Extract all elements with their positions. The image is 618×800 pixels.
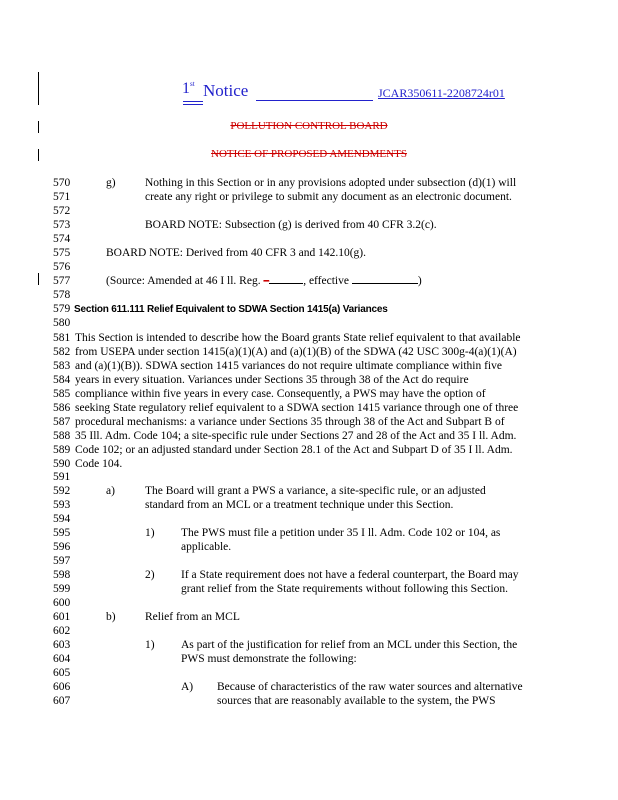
line-number: 606 [53, 681, 71, 693]
revision-bar [38, 273, 39, 285]
line-number: 580 [53, 317, 71, 329]
revision-bar [38, 72, 39, 105]
body-text: standard from an MCL or a treatment technique under this Section. [145, 499, 454, 511]
body-text: The Board will grant a PWS a variance, a site-specific rule, or an adjusted [145, 485, 486, 497]
body-text: grant relief from the State requirements without following this Section. [181, 583, 509, 595]
line-number: 601 [53, 611, 71, 623]
body-text: applicable. [181, 541, 232, 553]
line-number: 595 [53, 527, 71, 539]
item-label: 1) [145, 639, 155, 651]
notice-title: NOTICE OF PROPOSED AMENDMENTS [211, 148, 407, 160]
line-number: 603 [53, 639, 71, 651]
board-note: BOARD NOTE: Subsection (g) is derived from 40 CFR 3.2(c). [145, 219, 437, 231]
line-number: 600 [53, 597, 71, 609]
item-label: 1) [145, 527, 155, 539]
line-number: 571 [53, 191, 71, 203]
body-text: Nothing in this Section or in any provisions adopted under subsection (d)(1) will [145, 177, 517, 189]
board-title: POLLUTION CONTROL BOARD [230, 120, 388, 132]
paragraph-line-numbers: 581 582 583 584 585 586 587 588 589 590 [53, 332, 71, 470]
section-heading: Section 611.111 Relief Equivalent to SDWA Section 1415(a) Variances [74, 304, 388, 315]
line-number: 596 [53, 541, 71, 553]
line-number: 574 [53, 233, 71, 245]
subsection-label: a) [106, 485, 115, 497]
line-number: 594 [53, 513, 71, 525]
line-number: 578 [53, 289, 71, 301]
body-text: Because of characteristics of the raw water sources and alternative [217, 681, 523, 693]
line-number: 599 [53, 583, 71, 595]
body-text: PWS must demonstrate the following: [181, 653, 357, 665]
line-number: 576 [53, 261, 71, 273]
line-number: 602 [53, 625, 71, 637]
body-text: As part of the justification for relief from an MCL under this Section, the [181, 639, 518, 651]
body-text: The PWS must file a petition under 35 I ll. Adm. Code 102 or 104, as [181, 527, 501, 539]
line-number: 572 [53, 205, 71, 217]
line-number: 598 [53, 569, 71, 581]
line-number: 575 [53, 247, 71, 259]
source-note: (Source: Amended at 46 I ll. Reg. – , effective ) [106, 275, 422, 287]
board-note: BOARD NOTE: Derived from 40 CFR 3 and 142.10(g). [106, 247, 367, 259]
document-id: JCAR350611-2208724r01 [378, 86, 505, 100]
item-label: 2) [145, 569, 155, 581]
body-text: sources that are reasonably available to the system, the PWS [217, 695, 496, 707]
line-number: 592 [53, 485, 71, 497]
line-number: 573 [53, 219, 71, 231]
body-text: If a State requirement does not have a federal counterpart, the Board may [181, 569, 519, 581]
line-number: 597 [53, 555, 71, 567]
line-number: 579 [53, 303, 71, 315]
line-number: 604 [53, 653, 71, 665]
line-number: 607 [53, 695, 71, 707]
subsection-label: b) [106, 611, 116, 623]
notice-number: 1st [182, 80, 195, 97]
item-label: A) [181, 681, 194, 693]
line-number: 593 [53, 499, 71, 511]
subsection-label: g) [106, 177, 116, 189]
body-text: Relief from an MCL [145, 611, 240, 623]
notice-label: Notice [203, 81, 249, 100]
header-underline [256, 100, 373, 101]
line-number: 577 [53, 275, 71, 287]
line-number: 605 [53, 667, 71, 679]
line-number: 591 [53, 471, 71, 483]
intro-paragraph: This Section is intended to describe how the Board grants State relief equivalent to that available from USEPA under section 1415(a)(1)(A) and (a)(1)(B) of the SDWA (42 USC 300g-4(a)(1)(A) and (a)(1)(B)). SDWA section 1415 variances do not require ultimate compliance within five years in every situation. Variances under Sections 35 through 38 of the Act do require compliance within five years in every case. Consequently, a PWS may have the option of seeking State regulatory relief equivalent to a SDWA section 1415 variance through one of three procedural mechanisms: a variance under Sections 35 through 38 of the Act and Subpart B of 35 Ill. Adm. Code 104; a site-specific rule under Sections 27 and 28 of the Act and 35 I ll. Adm. Code 102; or an adjusted standard under Section 28.1 of the Act and Subpart D of 35 I ll. Adm. Code 104. [75, 332, 521, 470]
line-number: 570 [53, 177, 71, 189]
body-text: create any right or privilege to submit any document as an electronic document. [145, 191, 512, 203]
